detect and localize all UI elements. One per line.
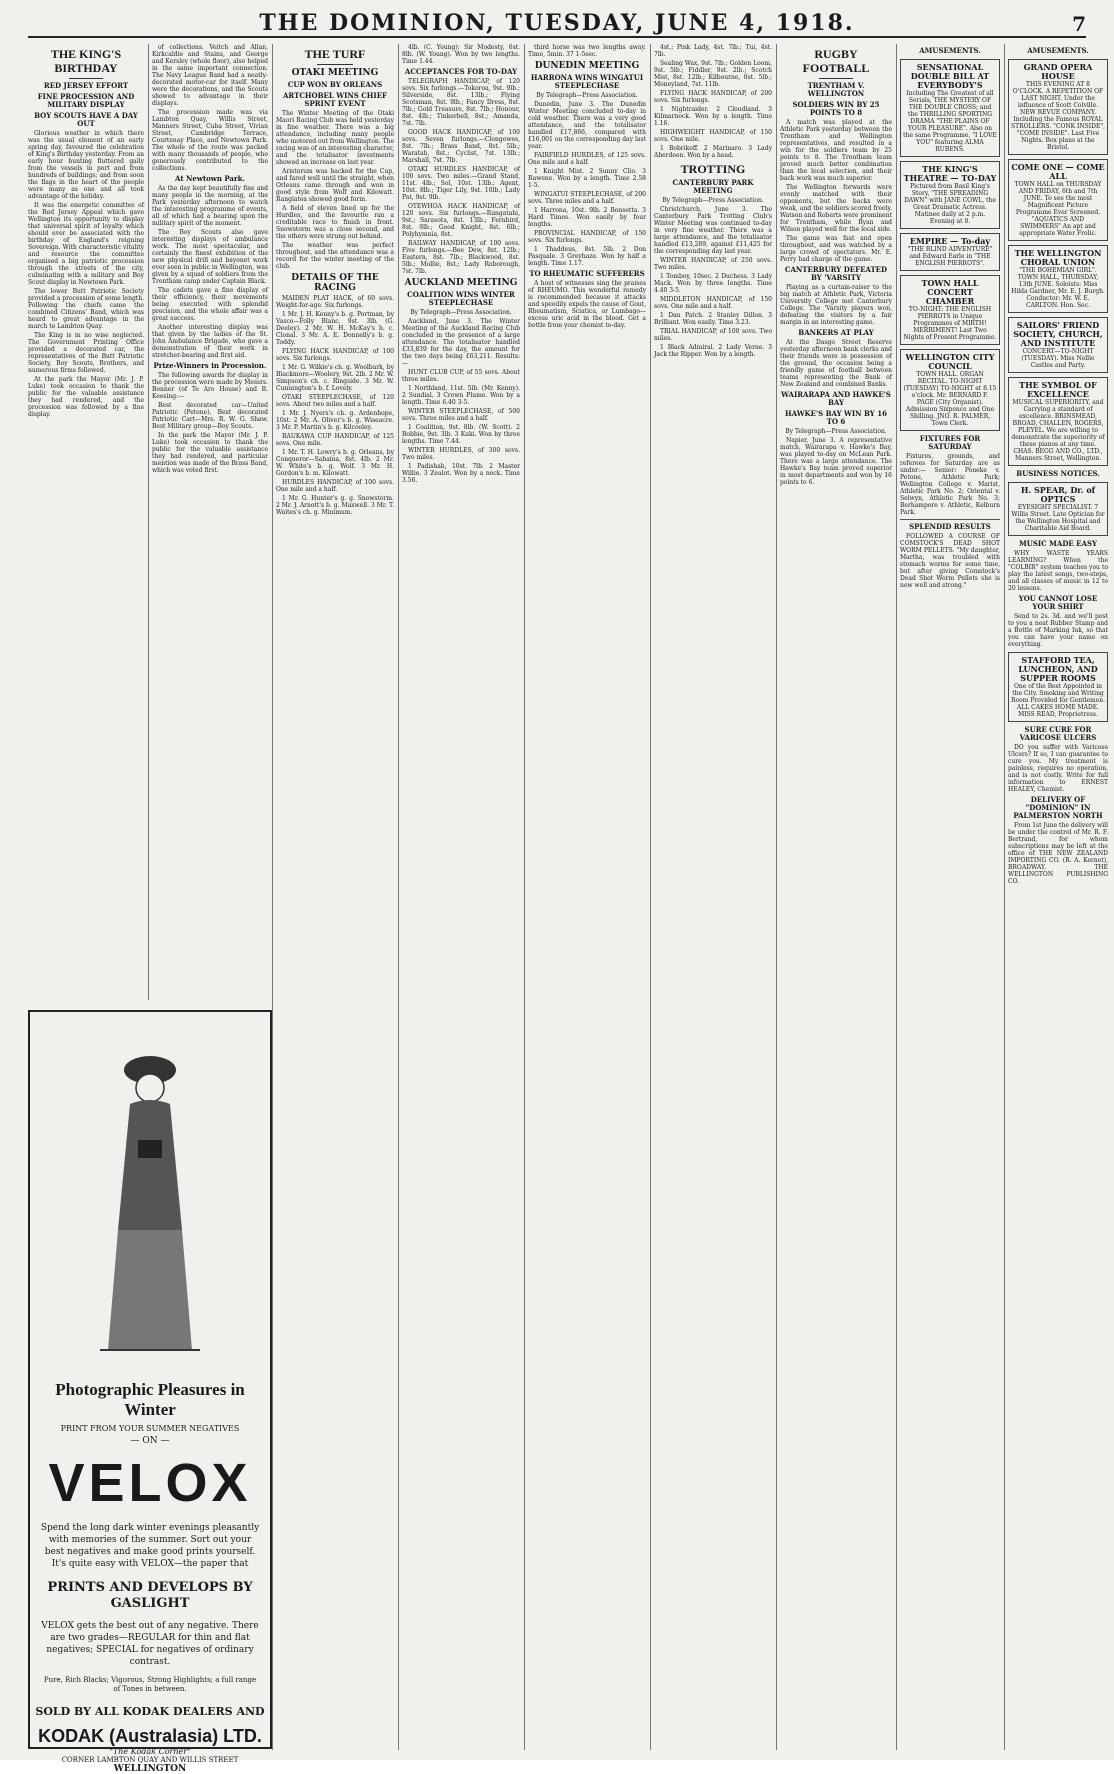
velox-prints-line: PRINTS AND DEVELOPS BY GASLIGHT [47,1580,253,1611]
race-result: 1 Mr. J. Nyers's ch. g. Ardenhope, 10st. 2 Mr. A. Oliver's b. g. Wiseacre. 3 Mr. P. Martin's b. g. Kilcooley. [276,410,394,431]
subheadline: SOLDIERS WIN BY 25 POINTS TO 8 [792,100,880,117]
race-result: 1 Mr. T. H. Lowry's b. g. Orleans, by Conqueror—Sabaina, 8st. 4lb. 2 Mr. W. White's b. g. Wolf. 3 Mr. H. Gordon's b. m. Kilowatt. [276,449,394,477]
subheadline: COALITION WINS WINTER STEEPLECHASE [407,290,515,307]
ad-town-hall-concert [900,275,1000,345]
velox-subheading: PRINT FROM YOUR SUMMER NEGATIVES [60,1424,240,1433]
ad-body: Pictured from Basil King's Story, "THE SPREADING DAWN" with JANE COWL, the Great Dramatic Actress. Matinee daily at 2 p.m. Evening at 8. [904,183,996,225]
paragraph: The Winter Meeting of the Otaki Maori Racing Club was held yesterday in fine weather. There was a big attendance, including many people who motored out from Wellington. The racing was of an interesting character, and the totalisator investments showed an increase on last year. [276,110,394,166]
ad-stafford-tea-rooms [1008,652,1108,722]
ad-title: SENSATIONAL DOUBLE BILL AT EVERYBODY'S [910,62,990,90]
paragraph: OTAKI HURDLES HANDICAP, of 100 sovs. Two miles.—Grand Stand, 11st. 4lb.; Sol, 10st. 13lb.; Agent, 10st. 8lb.; Tiger Lily, 9st. 10lb.; Lady Pat, 9st. 9lb. [402,166,520,201]
ad-title: STAFFORD TEA, LUNCHEON, AND SUPPER ROOMS [1018,655,1098,683]
ad-title: SAILORS' FRIEND SOCIETY, CHURCH, AND INSTITUTE [1013,320,1103,348]
page-number: 7 [1072,12,1086,36]
column-rugby-football [780,44,892,1750]
ad-body: TO-NIGHT: THE ENGLISH PIERROTS in Unique Programmes of MIRTH! MERRIMENT! Last Two Nights of Present Programme. [903,306,997,341]
velox-logo: VELOX [48,1453,252,1513]
paragraph: The weather was perfect throughout, and the attendance was a record for the winter meeting of the club. [276,242,394,270]
subheadline: CANTERBURY PARK MEETING [672,178,754,195]
column-rule [524,44,525,1750]
paragraph: A host of witnesses sing the praises of RHEUMO. This wonderful remedy is recommended because it attacks and speedily expels the cause of Gout, Rheumatism, Sciatica, or Lumbago—excess uric acid in the blood. Get a bottle from your chemist to-day. [528,280,646,329]
divider [900,519,1000,520]
kodak-city: WELLINGTON [113,1764,187,1774]
ad-optician [1008,482,1108,536]
column-rule [1004,44,1005,1750]
race-heading: PROVINCIAL HANDICAP, of 150 sovs. Six furlongs. [528,230,646,244]
paragraph: 4st.; Pink Lady, 4st. 7lb.; Tui, 4st. 7lb. [654,44,772,58]
section-heading: WAIRARAPA AND HAWKE'S BAY [781,390,891,407]
paragraph: The cadets gave a fine display of their efficiency, their movements being executed with splendid precision, and the whole affair was a great success. [152,287,268,322]
byline: By Telegraph—Press Association. [662,197,764,204]
paragraph: WHY WASTE YEARS LEARNING? When the "COLBIR" system teaches you to play the latest songs, two-steps, and all classes of music in 12 to 20 lessons. [1008,550,1108,592]
paragraph: Napier, June 3. A representative match, Wairarapa v. Hawke's Bay, was played to-day on McLean Park. There was a large attendance. The Hawke's Bay team proved superior in most departments and won by 16 points to 6. [780,437,892,486]
section-heading: AUCKLAND MEETING [404,278,518,288]
race-result: 1 Coalition, 9st. 8lb. (W. Scott). 2 Bobbie, 9st. 3lb. 3 Kuki. Won by three lengths. Time 7.44. [402,424,520,445]
column-acceptances-auckland [402,44,520,1750]
paragraph: FOLLOWED A COURSE OF COMSTOCK'S DEAD SHOT WORM PELLETS. "My daughter, Martha, was troubled with stomach worms for some time, but after giving Comstock's Dead Shot Worm Pellets she is now well and strong." [900,533,1000,589]
section-heading: FIXTURES FOR SATURDAY [919,434,981,451]
paragraph: As the day kept beautifully fine and many people in the morning, at the Park yesterday afternoon to watch the interesting programme of events, all of which had a bearing upon the military spirit of the moment. [152,185,268,227]
ad-choral-union [1008,245,1108,313]
section-heading: TROTTING [680,162,746,176]
section-heading: AMUSEMENTS. [1027,46,1089,55]
masthead [28,10,1086,38]
subheadline: CUP WON BY ORLEANS [287,80,383,89]
race-result: 1 Nightraider. 2 Cloudland. 3 Kilmarnock. Won by a length. Time 1.16. [654,106,772,127]
kodak-corner: "The Kodak Corner" [109,1747,191,1756]
paragraph: It was the energetic committee of the Red Jersey Appeal which gave Wellington its opportunity to display that universal spirit of loyalty which should ever be associated with the birthday of England's reigning Sovereign. With characteristic vitality and resource the committee organised a big patriotic procession through the streets of the city, culminating with a military and Boy Scout display in Newtown Park. [28,202,144,286]
paragraph: The King is in no wise neglected. The Government Printing Office provided a decorated car, the representatives of the Butt Patriotic Society, Boy Scouts, Brothers, and numerous firms followed. [28,332,144,374]
ad-body: Including The Greatest of all Serials, THE MYSTERY OF THE DOUBLE CROSS; and the THRILLING SPORTING DRAMA "THE PLAINS OF YOUR PLEASURE". Also on the same Programme, "I LOVE YOU" featuring ALMA RUBENS. [903,90,997,153]
race-heading: FAIRFIELD HURDLES, of 125 sovs. One mile and a half. [528,152,646,166]
race-heading: OTAKI STEEPLECHASE, of 120 sovs. About two miles and a half. [276,394,394,408]
velox-sold-by: SOLD BY ALL KODAK DEALERS AND [35,1705,265,1718]
section-heading: DELIVERY OF "DOMINION" IN PALMERSTON NORTH [1013,795,1103,820]
ad-title: H. SPEAR, Dr. of OPTICS [1020,485,1096,504]
paragraph: The game was fast and open throughout, and was watched by a large crowd of spectators. Mr. E. Perry had charge of the game. [780,235,892,263]
paragraph: The Wellington forwards were evenly matched with their opponents, but the backs were weak, and the soldiers scored freely. Watson and Roberts were prominent for Trentham, while Ryan and Wilson played well for the local side. [780,184,892,233]
velox-body: Spend the long dark winter evenings pleasantly with memories of the summer. Sort out your best negatives and make good prints yourself. It's quite easy with VELOX—the paper that [40,1523,260,1569]
subheadline: OTAKI MEETING [291,68,379,78]
paragraph: Sealing Wax, 9st. 7lb.; Golden Loom, 9st. 5lb.; Fiddler, 9st. 2lb.; Scotch Mist, 8st. 12lb.; Kilbourne, 8st. 5lb.; Moneyland, 7st. 11lb. [654,60,772,88]
subheadline: RED JERSEY EFFORT [43,81,129,90]
section-heading: CANTERBURY DEFEATED BY 'VARSITY [784,265,888,282]
race-result: 1 Mr. J. H. Kenny's b. g. Portman, by Vasco—Folly Blanc, 9st. 3lb. (G. Deeley). 2 Mr. W. H. McKay's b. c. Clonal. 3 Mr. A. E. Donnelly's b. g. Toddy. [276,311,394,346]
ad-body: TOWN HALL on THURSDAY AND FRIDAY, 6th and 7th JUNE. To see the most Magnificent Picture Programme Ever Screened. "AQUATICS AND SWIMMERS" An apt and appropriate Water Frolic. [1014,181,1102,237]
woman-with-camera-illustration [90,1030,210,1360]
paragraph: Best decorated car—United Patriotic (Petone). Best decorated Patriotic Cart—Mrs. R. W. G. Shaw. Best Military group—Boy Scouts. [152,402,268,430]
subheadline: HAWKE'S BAY WIN BY 16 TO 6 [785,409,887,426]
column-rule [896,44,897,1750]
ad-title: EMPIRE — To-day [909,236,991,246]
section-heading: At Newtown Park. [175,174,245,183]
paragraph: Christchurch, June 3. The Canterbury Park Trotting Club's Winter Meeting was continued to-day in very fine weather. There was a large attendance, and the totalisator handled £13,289, against £11,425 for the corresponding day last year. [654,206,772,255]
ad-everybodys [900,59,1000,157]
race-heading: HUNT CLUB CUP, of 55 sovs. About three miles. [402,369,520,383]
column-amusements-right [1008,44,1108,1750]
ad-body: "THE BLIND ADVENTURE" and Edward Earle in "THE ENGLISH PIERROTS". [907,246,993,267]
paragraph: Fixtures, grounds, and referees for Saturday are as under:— Senior: Poneke v. Petone, Athletic Park; Wellington College v. Marist, Athletic Park No. 2; Oriental v. Selwyn, Athletic Park No. 3; Berhampore v. Athletic, Kelburn Park. [900,453,1000,516]
race-result: 1 Tomboy, 10sec. 2 Duchess. 3 Lady Mack. Won by three lengths. Time 4.40 3-5. [654,273,772,294]
column-rule [272,44,273,1750]
section-heading: YOU CANNOT LOSE YOUR SHIRT [1018,594,1098,611]
subheadline: FINE PROCESSION AND MILITARY DISPLAY [37,92,135,109]
section-heading: MUSIC MADE EASY [1018,539,1098,548]
race-heading: HIGHWEIGHT HANDICAP, of 150 sovs. One mile. [654,129,772,143]
column-trotting [654,44,772,1750]
velox-body-2: VELOX gets the best out of any negative. There are two grades—REGULAR for thin and flat negatives; SPECIAL for negatives of ordinary contrast. [41,1621,259,1667]
paragraph: At the Dasgo Street Reserve yesterday afternoon bank clerks and their friends were in possession of the ground, the occasion being a friendly game of football between teams representing the Bank of New Zealand and combined Banks. [780,339,892,388]
ad-body: One of the Best Appointed in the City. Smoking and Writing Room Provided for Gentlemen. ALL CAKES HOME MADE. MISS READ, Proprietress. [1011,683,1106,718]
byline: By Telegraph—Press Association. [785,428,887,435]
paragraph: Dunedin, June 3. The Dunedin Winter Meeting concluded to-day in cold weather. There was a very good attendance, and the totalisator handled £17,866, compared with £16,001 on the corresponding day last year. [528,101,646,150]
race-result: 1 Thaddeus, 8st. 5lb. 2 Don Pasquale. 3 Greyhaze. Won by half a length. Time 1.17. [528,246,646,267]
paragraph: The following awards for display in the procession were made by Messrs. Bonner (of Te Aro House) and B. Keesing:— [152,372,268,400]
race-heading: WINTER STEEPLECHASE, of 500 sovs. Three miles and a half. [402,408,520,422]
column-amusements-left [900,44,1000,1750]
paragraph: The Boy Scouts also gave interesting displays of ambulance work. The most spectacular, and certainly the finest exhibition of the new physical drill and bayonet work ever seen in public in Wellington, was given by a squad of soldiers from the Trentham camp under Captain Black. [152,229,268,285]
ad-body: CONCERT—TO-NIGHT (TUESDAY). Miss Nellie Castles and Party. [1021,348,1095,369]
ad-sailors-friend [1008,317,1108,373]
kodak-address: CORNER LAMBTON QUAY AND WILLIS STREET [61,1756,239,1764]
paragraph: third horse was two lengths away. Time, 5min. 37 1-5sec. [528,44,646,58]
column-rule [398,44,399,1750]
paragraph: TELEGRAPH HANDICAP, of 120 sovs. Six furlongs.—Tokoroa, 9st. 9lb.; Silverside, 8st. 13lb.; Flying Scotsman, 8st. 9lb.; Fancy Dress, 8st. 7lb.; Gold Treasure, 8st. 7lb.; Honour, 8st. 4lb.; Tinkerbell, 8st.; Amanda, 7st. 7lb. [402,78,520,127]
race-result: 1 Harrona, 10st. 9lb. 2 Bonsetta. 3 Hard Times. Won easily by four lengths. [528,207,646,228]
ad-title: THE KING'S THEATRE — TO-DAY [903,164,997,183]
headline: RUGBY FOOTBALL [802,47,870,75]
paragraph: The procession made was via Lambton Quay, Willis Street, Manners Street, Cuba Street, Vivian Street, Cambridge Terrace, Courtenay Place, and Newtown Park. The whole of the route was packed with many thousands of people, who generously contributed to the collections. [152,109,268,172]
paragraph: A match was played at the Athletic Park yesterday between the Trentham and Wellington representatives, and resulted in a win for the soldiers team by 25 points to 8. The Trentham team proved much better combination than the local selection, and their back work was much superior. [780,119,892,182]
paragraph: Auckland, June 3. The Winter Meeting of the Auckland Racing Club concluded in the presence of a large attendance. The totalisator handled £33,839 for the day, the amount for the two days being £63,211. Results:— [402,318,520,367]
ad-title: WELLINGTON CITY COUNCIL [905,352,995,371]
race-heading: TRIAL HANDICAP, of 100 sovs. Two miles. [654,328,772,342]
ad-title: THE WELLINGTON CHORAL UNION [1014,248,1102,267]
velox-headline: Photographic Pleasures in Winter [55,1380,245,1419]
section-heading: DETAILS OF THE RACING [291,273,379,293]
ad-symbol-of-excellence [1008,377,1108,466]
section-heading: AMUSEMENTS. [919,46,981,55]
ad-town-hall-pictures [1008,159,1108,241]
ad-title: TOWN HALL CONCERT CHAMBER [921,278,979,306]
byline: By Telegraph—Press Association. [536,92,638,99]
column-kings-birthday [28,44,144,1000]
ad-body: MUSICAL SUPERIORITY, and Carrying a standard of excellence. BRINSMEAD, BROAD, CHALLEN, ROGERS, PLEYEL. We are willing to demonstrate the superiority of these pianos at any time. CHAS. BEGG AND CO., LTD., Manners Street, Wellington. [1011,399,1105,462]
paragraph: In the park the Mayor (Mr. J. P. Luke) took occasion to thank the public for the valuable assistance they had rendered, and particular mention was made of the Brass Band, which was voted first. [152,432,268,474]
column-rule [148,44,149,1000]
column-procession [152,44,268,1000]
section-heading: Prize-Winners in Procession. [153,361,267,370]
headline: THE TURF [304,47,366,61]
section-heading: SURE CURE FOR VARICOSE ULCERS [1019,725,1097,742]
column-the-turf [276,44,394,1750]
race-heading: RAUKAWA CUP HANDICAP, of 125 sovs. One mile. [276,433,394,447]
ad-title: GRAND OPERA HOUSE [1023,62,1093,81]
paragraph: From 1st June the delivery will be under the control of Mr. R. F. Bertrand, for whom subscriptions may be left at the office of THE NEW ZEALAND IMPORTING CO. (R. A. Kernot), BROADWAY. THE WELLINGTON PUBLISHING CO. [1008,822,1109,885]
velox-advertisement [28,1010,272,1774]
paragraph: OTEWHOA HACK HANDICAP, of 120 sovs. Six furlongs.—Rangatahi, 9st.; Sarasota, 8st. 13lb.; Fernbird, 8st. 9lb.; Good Knight, 8st. 6lb.; Polyhymnia, 8st. [402,203,520,238]
ad-title: THE SYMBOL OF EXCELLENCE [1019,380,1097,399]
paragraph: DO you suffer with Varicose Ulcers? If so, I can guarantee to cure you. My treatment is painless, requires no operation, and is not costly. Write for full information to ERNEST HEALEY, Chemist. [1008,744,1108,793]
ad-empire [900,233,1000,271]
ad-body: THIS EVENING AT 8 O'CLOCK. A REPETITION OF LAST NIGHT. Under the influence of Scott Colville. NEW REVUE COMPANY. Including the Famous ROYAL STROLLERS. "CONK INSIDE", "COME INSIDE". Last Five Nights. Box plans at the Bristol. [1011,81,1105,151]
divider [819,78,853,79]
race-heading: FLYING HACK HANDICAP, of 200 sovs. Six furlongs. [654,90,772,104]
column-rule [650,44,651,1750]
subheadline: BOY SCOUTS HAVE A DAY OUT [34,111,138,128]
subheadline: HARRONA WINS WINGATUI STEEPLECHASE [530,73,644,90]
paragraph: GOOD HACK HANDICAP, of 100 sovs. Seven furlongs.—Clongowes, 8st. 7lb.; Brass Band, 8st. 5lb.; Waratah, 8st.; Cyclist, 7st. 13lb.; Marshall, 7st. 7lb. [402,129,520,164]
paragraph: Playing as a curtain-raiser to the big match at Athletic Park, Victoria University College met Canterbury College. The 'Varsity players won, defeating the visitors by a fair margin in an interesting game. [780,284,892,326]
race-heading: WINGATUI STEEPLECHASE, of 200 sovs. Three miles and a half. [528,191,646,205]
race-heading: WINTER HANDICAP, of 250 sovs. Two miles. [654,257,772,271]
race-result: 1 Bobrikoff. 2 Marinaro. 3 Lady Aberdeen. Won by a head. [654,145,772,159]
section-heading: TO RHEUMATIC SUFFERERS [529,269,645,278]
race-result: 1 Knight Mist. 2 Sunny Clio. 3 Rawene. Won by a length. Time 2.58 1-5. [528,168,646,189]
paragraph: The lower Butt Patriotic Society provided a procession of some length. Following the chiefs came the combined Citizens' Band, which was heard to great advantage in the march to Lambton Quay. [28,288,144,330]
section-heading: DUNEDIN MEETING [534,61,640,71]
race-heading: MAIDEN PLAT HACK, of 60 sovs. Weight-for-age. Six furlongs. [276,295,394,309]
paragraph: Glorious weather in which there was the usual element of an early spring day, favoured the celebration of King's Birthday yesterday. From an early hour bunting fluttered gaily from the vessels in port and from hundreds of buildings; and from soon the flags in the heart of the people were many as one and all took advantage of the holiday. [28,130,144,200]
byline: By Telegraph—Press Association. [410,309,512,316]
race-heading: HURDLES HANDICAP, of 100 sovs. One mile and a half. [276,479,394,493]
section-heading: ACCEPTANCES FOR TO-DAY [404,67,518,76]
paragraph: A field of eleven lined up for the Hurdles, and the favourite ran a creditable race to finish in front. Snowstorm was a close second, and the others were strung out behind. [276,205,394,240]
subheadline: TRENTHAM V. WELLINGTON [807,81,865,98]
race-result: 1 Mr. G. Hunter's g. g. Snowstorm. 2 Mr. J. Arnott's b. g. Maxwell. 3 Mr. T. Waites's ch. g. Minimum. [276,495,394,516]
race-result: 1 Padishah, 10st. 7lb. 2 Master Willie. 3 Zealot. Won by a neck. Time 3.56. [402,463,520,484]
column-dunedin [528,44,646,1750]
race-result: 1 Northland, 11st. 5lb. (Mr. Kenny). 2 Sundial. 3 Crown Plume. Won by a length. Time 6.40 3-5. [402,385,520,406]
ad-body: TOWN HALL. ORGAN RECITAL. TO-NIGHT (TUESDAY) TO-NIGHT at 8.15 o'clock. Mr. BERNARD F. PAGE (City Organist). Admission Sixpence and One Shilling. JNO. R. PALMER, Town Clerk. [903,371,997,427]
paragraph: Aristorum was backed for the Cup, and fared well until the straight, when Orleans came through and won in good style from Wolf and Kilowatt. Rangiatea showed good form. [276,168,394,203]
velox-tagline: Pure, Rich Blacks; Vigorous, Strong Highlights; a full range of Tones in between. [43,1676,257,1693]
race-result: 1 Dan Patch. 2 Stanley Dillon. 3 Brilliant. Won easily. Time 3.23. [654,312,772,326]
masthead-title: THE DOMINION, TUESDAY, JUNE 4, 1918. [259,10,855,36]
ad-kings-theatre [900,161,1000,229]
paragraph: At the park the Mayor (Mr. J. P. Luke) took occasion to thank the public for the valuable assistance they had rendered, and the procession was followed by a fine display. [28,376,144,418]
ad-city-council [900,349,1000,431]
headline: THE KING'S BIRTHDAY [50,47,122,75]
paragraph: 4lb. (C. Young); Sir Modesty, 6st. 8lb. (W. Young). Won by two lengths. Time 1.44. [402,44,520,65]
section-heading: SPLENDID RESULTS [909,522,991,531]
ad-title: COME ONE — COME ALL [1011,162,1105,181]
column-rule [776,44,777,1750]
subheadline: ARTCHOBEL WINS CHIEF SPRINT EVENT [282,91,388,108]
velox-on: — ON — [130,1436,170,1446]
ad-body: EYESIGHT SPECIALIST. 7 Willis Street. Late Optician for the Wellington Hospital and Charitable Aid Board. [1011,504,1105,532]
race-result: 1 Mr. G. Wilkie's ch. g. Woolbark, by Blackmore—Woolery, 9st. 2lb. 2 Mr. W. Simpson's ch. c. Ringside. 3 Mr. W. Cunnington's b. f. Lovely. [276,364,394,392]
paragraph: Another interesting display was that given by the ladies of the St. John Ambulance Brigade, who gave a demonstration of their work in stretcher-bearing and first aid. [152,324,268,359]
paragraph: Send to 2s. 3d. and we'll post to you a neat Rubber Stamp and a Bottle of Marking Ink, so that you can have your name on everything. [1008,613,1108,648]
race-heading: FLYING HACK HANDICAP, of 100 sovs. Six furlongs. [276,348,394,362]
paragraph: of collections. Veitch and Allan, Kirkcaldie and Stains, and George and Kersley (whole floor), also helped in the same important connection. The Navy League Band had a neatly-decorated motor-car for itself. Many were the decorations, and the Scouts showed to advantage in their displays. [152,44,268,107]
ad-body: "THE BOHEMIAN GIRL". TOWN HALL, THURSDAY, 13th JUNE. Soloists: Miss Hilda Gardner, Mr. E. J. Burgh. Conductor: Mr. W. E. CARLTON. Hon. Sec. [1011,267,1105,309]
section-heading: BUSINESS NOTICES. [1016,469,1100,478]
divider [69,78,104,79]
section-heading: BANKERS AT PLAY [798,328,874,337]
ad-grand-opera-house [1008,59,1108,155]
race-heading: WINTER HURDLES, of 300 sovs. Two miles. [402,447,520,461]
race-heading: MIDDLETON HANDICAP, of 150 sovs. One mile and a half. [654,296,772,310]
kodak-name: KODAK (Australasia) LTD. [38,1726,262,1746]
paragraph: RAILWAY HANDICAP, of 100 sovs. Five furlongs.—Bee Dew, 8st. 12lb.; Eastern, 8st. 7lb.; Blackwood, 8st. 5lb.; Mollie, 8st.; Lady Roborough, 7st. 7lb. [402,240,520,275]
divider [317,64,352,65]
race-result: 1 Black Admiral. 2 Lady Verne. 3 Jack the Ripper. Won by a length. [654,344,772,358]
